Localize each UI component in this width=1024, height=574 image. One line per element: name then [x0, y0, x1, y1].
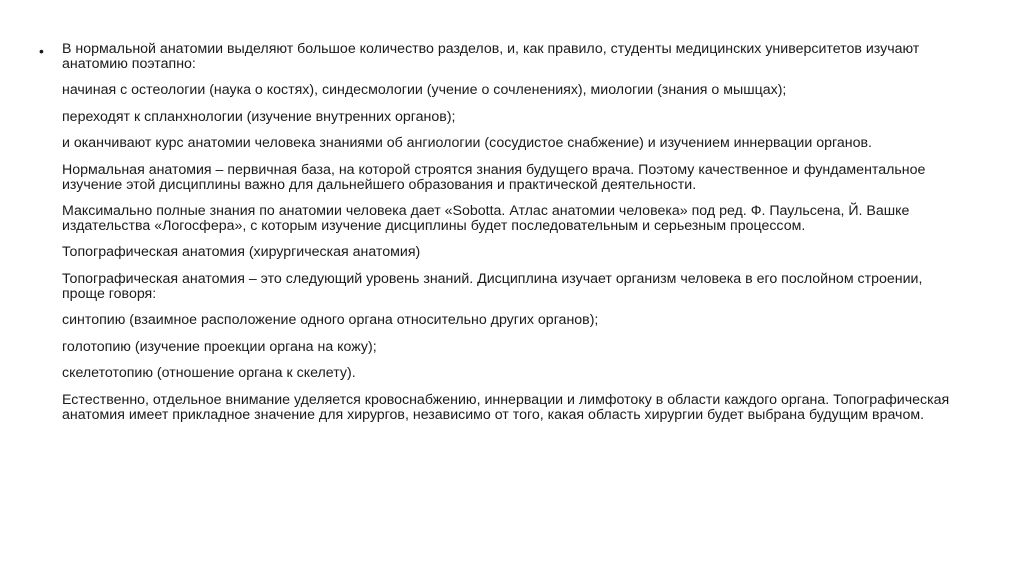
paragraph-topographic-heading: Топографическая анатомия (хирургическая анатомия) [62, 244, 421, 261]
bullet-marker: • [39, 43, 44, 59]
paragraph-intro: В нормальной анатомии выделяют большое количество разделов, и, как правило, студенты медицинских университетов изучают анатомию поэтапно: [62, 41, 920, 72]
paragraph-splanchnology: переходят к спланхнологии (изучение внутренних органов); [62, 108, 456, 125]
paragraph-sobotta-atlas: Максимально полные знания по анатомии человека дает «Sobotta. Атлас анатомии человека» под ред. Ф. Паульсена, Й. Вашке издательства «Логосфера», с которым изучение дисциплины будет последовательным и серьезным процессом. [62, 203, 910, 234]
paragraph-angiology: и оканчивают курс анатомии человека знаниями об ангиологии (сосудистое снабжение) и изучением иннервации органов. [62, 135, 872, 152]
paragraph-holotopy: голотопию (изучение проекции органа на кожу); [62, 338, 377, 355]
paragraph-normal-anatomy: Нормальная анатомия – первичная база, на которой строятся знания будущего врача. Поэтому качественное и фундаментальное изучение этой дисциплины важно для дальнейшего образования и практической деятельности. [62, 161, 926, 193]
paragraph-topographic-definition: Топографическая анатомия – это следующий уровень знаний. Дисциплина изучает организм человека в его послойном строении, проще говоря: [62, 270, 923, 302]
paragraph-osteology: начиная с остеологии (наука о костях), синдесмологии (учение о сочленениях), миологии (знания о мышцах); [62, 82, 787, 99]
paragraph-skeletotopy: скелетотопию (отношение органа к скелету). [62, 365, 356, 382]
paragraph-conclusion: Естественно, отдельное внимание уделяется кровоснабжению, иннервации и лимфотоку в области каждого органа. Топографическая анатомия имеет прикладное значение для хирургов, независимо от того, какая область хирургии будет выбрана будущим врачом. [62, 391, 950, 423]
paragraph-syntopy: синтопию (взаимное расположение одного органа относительно других органов); [62, 312, 599, 329]
slide-text-body [62, 42, 962, 434]
